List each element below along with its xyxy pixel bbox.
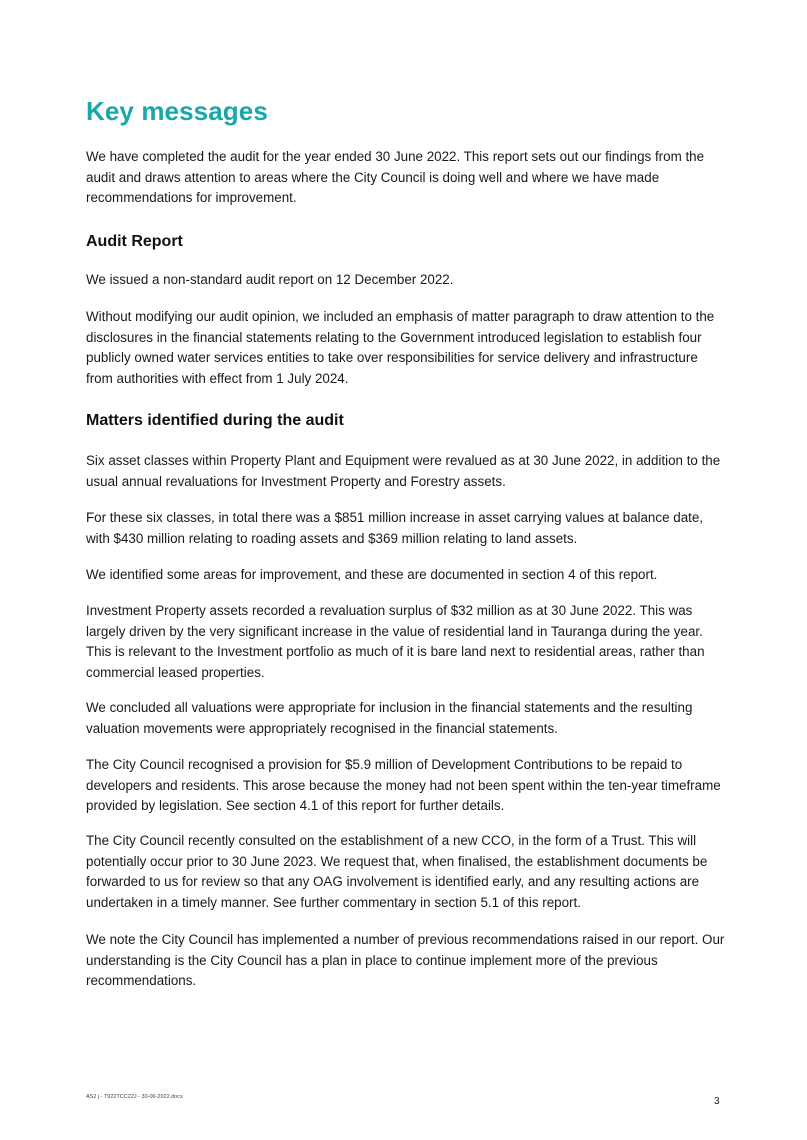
matters-p4-block bbox=[86, 601, 726, 683]
matters-paragraph: For these six classes, in total there was a $851 million increase in asset carrying values at balance date, with $430 million relating to roading assets and $369 million relating to land assets. bbox=[86, 510, 704, 546]
matters-p3-block bbox=[86, 565, 726, 586]
matters-p1-block bbox=[86, 451, 726, 492]
page-title: Key messages bbox=[86, 96, 268, 126]
audit-report-paragraph: We issued a non-standard audit report on 12 December 2022. bbox=[86, 272, 454, 287]
matters-paragraph: We note the City Council has implemented a number of previous recommendations raised in our report. Our understanding is the City Council has a plan in place to continue implement more of the previous recommendations. bbox=[86, 932, 725, 988]
footer-doc-reference: AS2 j - T922TCC22J - 30-06-2022.docx bbox=[86, 1094, 183, 1100]
intro-block bbox=[86, 147, 726, 209]
audit-report-heading-block bbox=[86, 233, 726, 251]
audit-report-p1-block bbox=[86, 270, 726, 291]
audit-report-p2-block bbox=[86, 307, 726, 389]
matters-heading-block bbox=[86, 412, 726, 430]
matters-paragraph: We identified some areas for improvement, and these are documented in section 4 of this report. bbox=[86, 567, 658, 582]
matters-paragraph: Six asset classes within Property Plant and Equipment were revalued as at 30 June 2022, in addition to the usual annual revaluations for Investment Property and Forestry assets. bbox=[86, 453, 721, 489]
matters-paragraph: Investment Property assets recorded a revaluation surplus of $32 million as at 30 June 2022. This was largely driven by the very significant increase in the value of residential land in Tauranga during the year. This is relevant to the Investment portfolio as much of it is bare land next to residential areas, rather than commercial leased properties. bbox=[86, 603, 705, 680]
matters-p6-block bbox=[86, 755, 726, 817]
matters-paragraph: The City Council recognised a provision for $5.9 million of Development Contributions to be repaid to developers and residents. This arose because the money had not been spent within the ten-year timeframe provided by legislation. See section 4.1 of this report for further details. bbox=[86, 757, 721, 813]
audit-report-heading: Audit Report bbox=[86, 233, 183, 250]
intro-paragraph: We have completed the audit for the year ended 30 June 2022. This report sets out our findings from the audit and draws attention to areas where the City Council is doing well and where we have made recommendations for improvement. bbox=[86, 149, 705, 205]
matters-heading: Matters identified during the audit bbox=[86, 412, 344, 429]
matters-p5-block bbox=[86, 698, 726, 739]
matters-p2-block bbox=[86, 508, 726, 549]
page-number: 3 bbox=[714, 1096, 720, 1107]
matters-paragraph: The City Council recently consulted on the establishment of a new CCO, in the form of a Trust. This will potentially occur prior to 30 June 2023. We request that, when finalised, the establishment documents be forwarded to us for review so that any OAG involvement is identified early, and any resulting actions are undertaken in a timely manner. See further commentary in section 5.1 of this report. bbox=[86, 833, 708, 910]
matters-paragraph: We concluded all valuations were appropriate for inclusion in the financial statements and the resulting valuation movements were appropriately recognised in the financial statements. bbox=[86, 700, 693, 736]
audit-report-paragraph: Without modifying our audit opinion, we included an emphasis of matter paragraph to draw attention to the disclosures in the financial statements relating to the Government introduced legislation to establish four publicly owned water services entities to take over responsibilities for service delivery and infrastructure from authorities with effect from 1 July 2024. bbox=[86, 309, 715, 386]
matters-p7-block bbox=[86, 831, 726, 913]
matters-p8-block bbox=[86, 930, 726, 992]
